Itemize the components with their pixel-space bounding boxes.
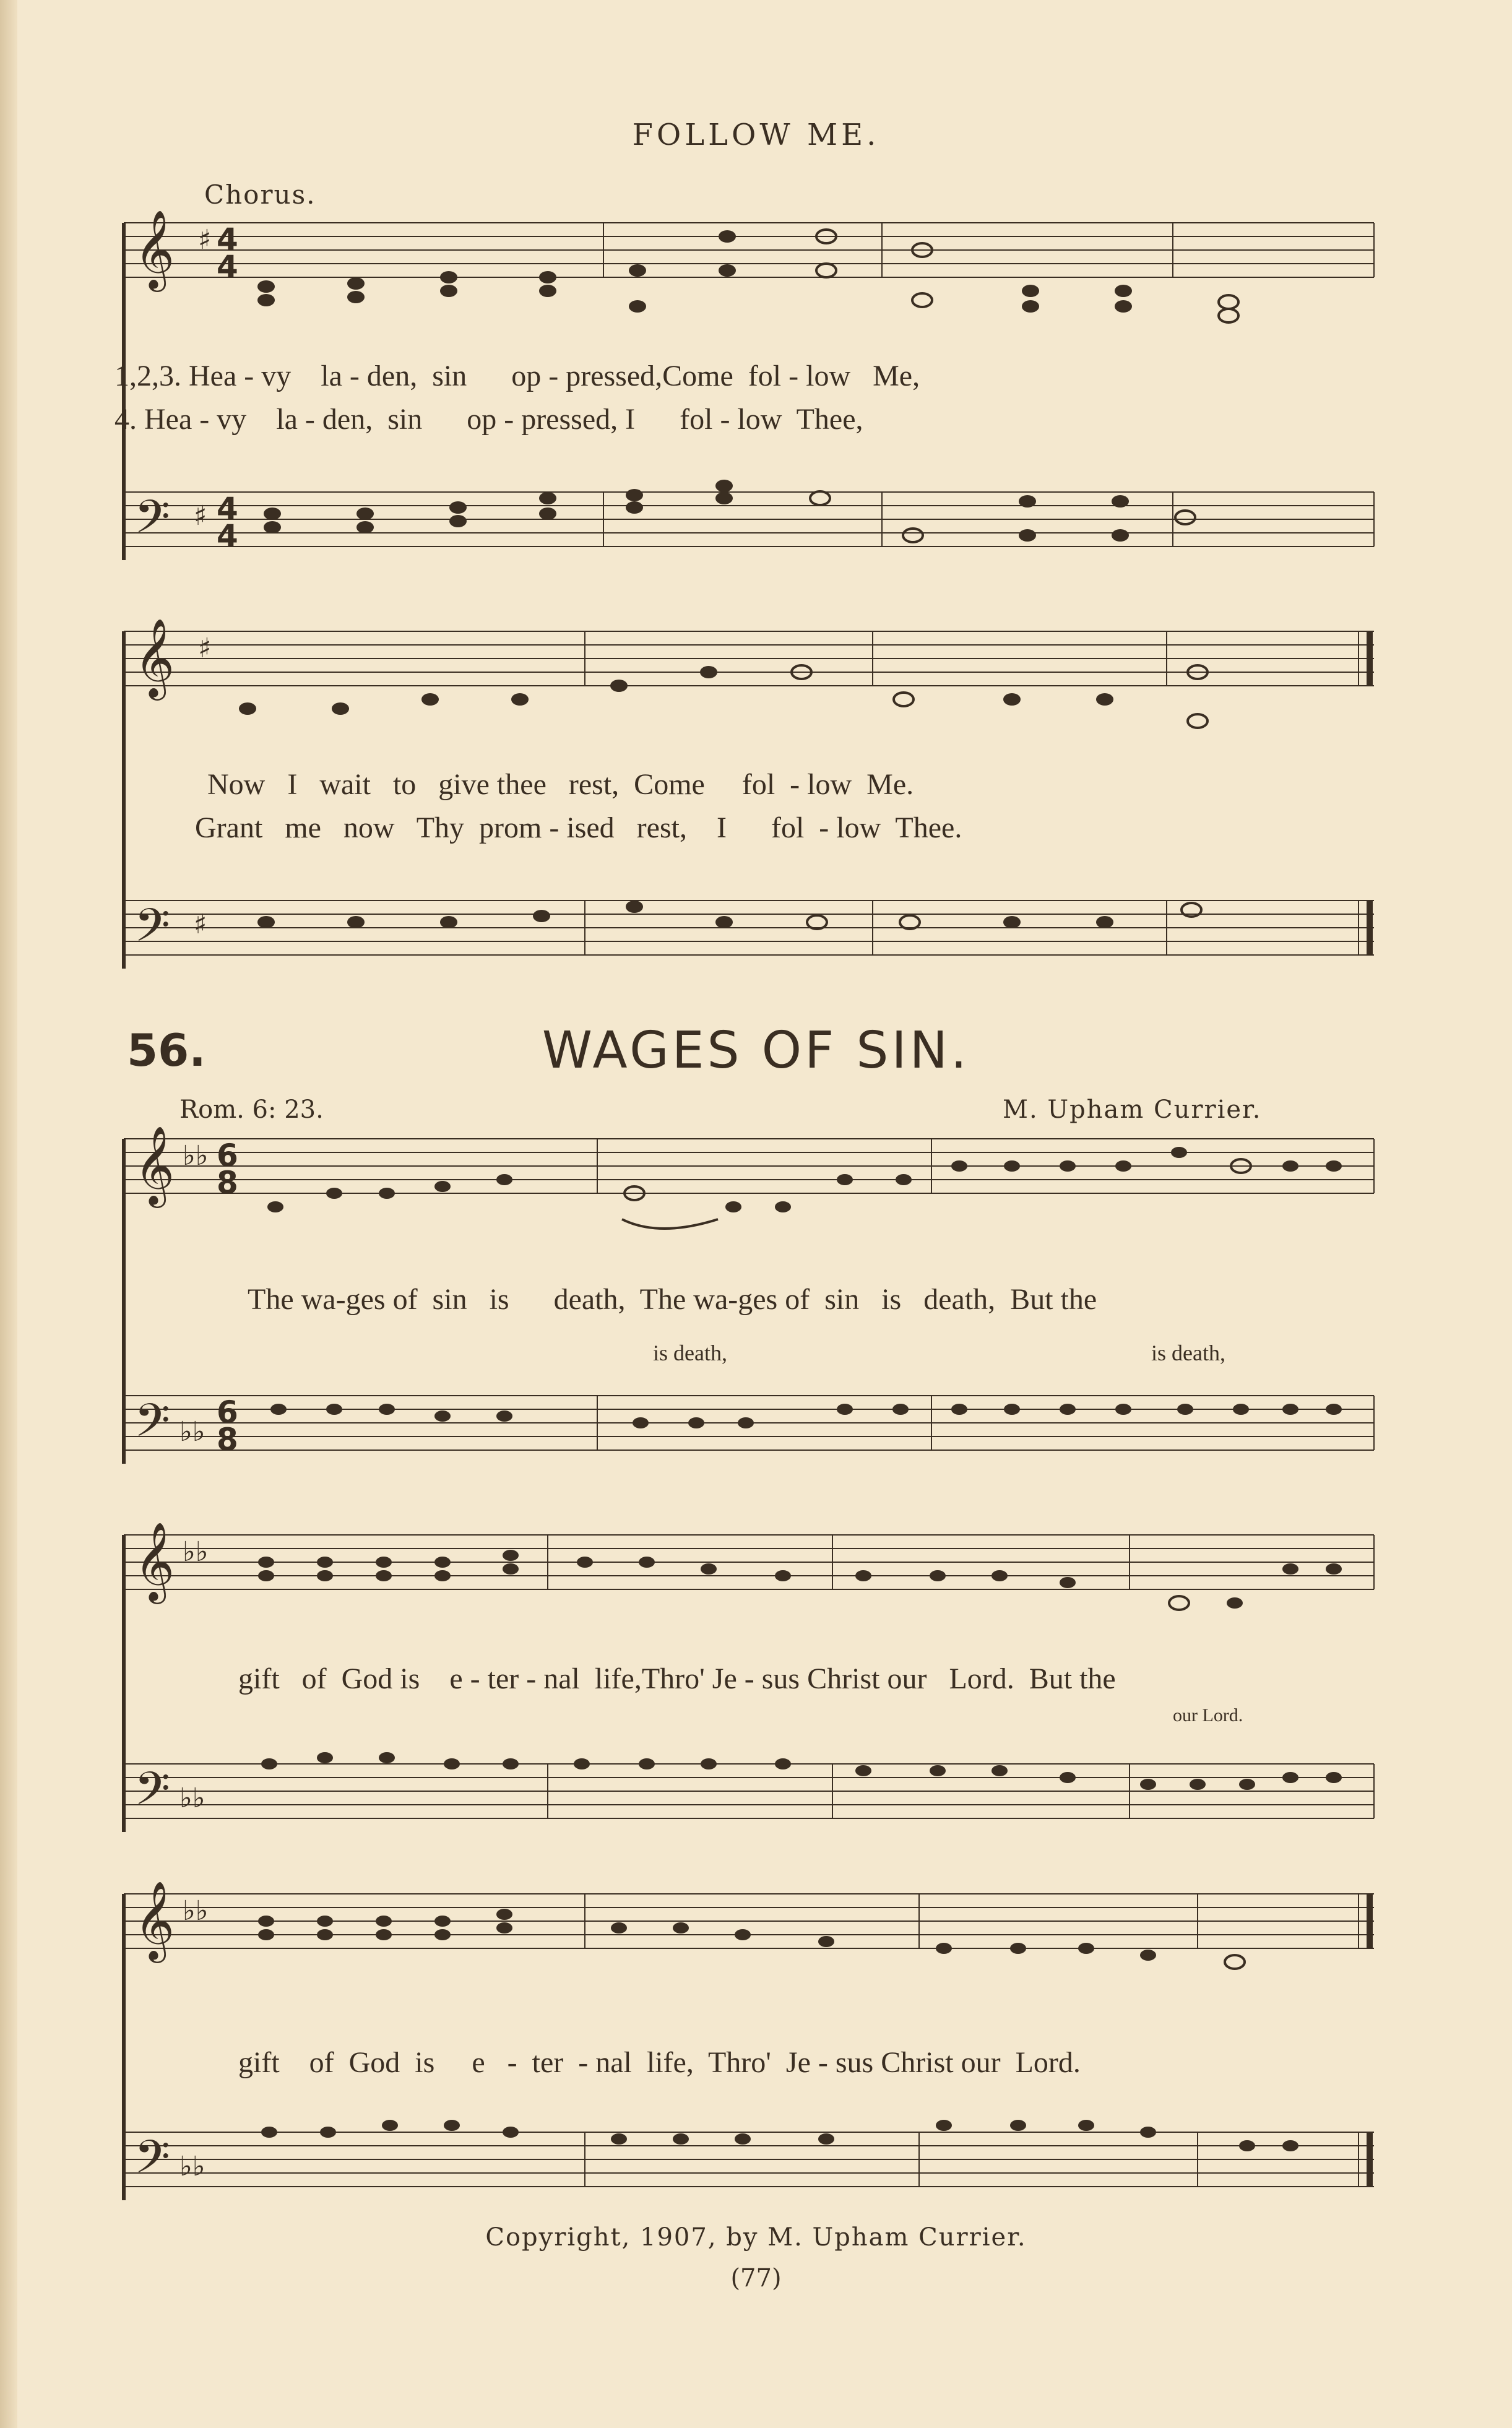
- lyric-line-verse-1: Now I wait to give thee rest, Come fol - low Me.: [207, 768, 914, 801]
- composer-credit: M. Upham Currier.: [1003, 1095, 1262, 1124]
- svg-text:𝄢: 𝄢: [134, 1394, 170, 1459]
- lyric-line-verse-2: 4. Hea - vy la - den, sin op - pressed, I fol - low Thee,: [114, 403, 863, 436]
- copyright-notice: Copyright, 1907, by M. Upham Currier.: [485, 2223, 1027, 2252]
- svg-text:♭♭: ♭♭: [183, 1140, 209, 1172]
- echo-lyric: is death,: [1151, 1341, 1225, 1365]
- svg-text:𝄞: 𝄞: [134, 1880, 175, 1959]
- wages-system-3: [114, 1869, 1377, 2216]
- svg-text:6: 6: [217, 1138, 238, 1173]
- svg-text:♯: ♯: [198, 224, 212, 256]
- echo-lyric: our Lord.: [1173, 1705, 1243, 1726]
- lyric-line: gift of God is e - ter - nal life,Thro' Je - sus Christ our Lord. But the: [238, 1662, 1116, 1695]
- lyric-line-verse-1: 1,2,3. Hea - vy la - den, sin op - pressed,Come fol - low Me,: [114, 360, 920, 392]
- svg-text:8: 8: [217, 1165, 238, 1201]
- lyric-line-verse-2: Grant me now Thy prom - ised rest, I fol - low Thee.: [195, 811, 962, 844]
- hymn-title: WAGES OF SIN.: [542, 1021, 970, 1080]
- svg-text:4: 4: [217, 249, 238, 285]
- hymn-number: 56.: [127, 1024, 206, 1076]
- page-binding-edge: [0, 0, 17, 2428]
- svg-text:♯: ♯: [194, 500, 207, 532]
- svg-text:𝄢: 𝄢: [134, 490, 170, 555]
- follow-me-system-1: [114, 204, 1377, 588]
- svg-text:♭♭: ♭♭: [179, 1782, 205, 1814]
- wages-system-1: [114, 1120, 1377, 1504]
- svg-text:♯: ♯: [194, 909, 207, 940]
- music-staff-grand: [114, 1869, 1377, 2216]
- svg-text:4: 4: [217, 518, 238, 554]
- running-head: FOLLOW ME.: [632, 118, 880, 152]
- lyric-line: gift of God is e - ter - nal life, Thro' Je - sus Christ our Lord.: [238, 2046, 1081, 2079]
- svg-text:𝄢: 𝄢: [134, 2130, 170, 2195]
- svg-text:𝄢: 𝄢: [134, 1762, 170, 1827]
- lyric-line: The wa-ges of sin is death, The wa-ges of sin is death, But the: [248, 1283, 1097, 1316]
- page-number: (77): [730, 2264, 782, 2292]
- svg-text:𝄞: 𝄞: [134, 1125, 175, 1204]
- svg-text:♭♭: ♭♭: [183, 1536, 209, 1568]
- music-staff-grand: [114, 204, 1377, 588]
- wages-system-2: [114, 1504, 1377, 1857]
- svg-text:♭♭: ♭♭: [183, 1895, 209, 1927]
- follow-me-system-2: [114, 613, 1377, 996]
- svg-text:8: 8: [217, 1422, 238, 1458]
- svg-text:6: 6: [217, 1394, 238, 1430]
- svg-text:♯: ♯: [198, 633, 212, 664]
- svg-text:𝄞: 𝄞: [134, 209, 175, 288]
- svg-text:4: 4: [217, 491, 238, 527]
- svg-text:𝄞: 𝄞: [134, 618, 175, 697]
- svg-text:𝄞: 𝄞: [134, 1521, 175, 1601]
- music-staff-grand: [114, 613, 1377, 996]
- svg-text:𝄢: 𝄢: [134, 899, 170, 964]
- svg-text:♭♭: ♭♭: [179, 1416, 205, 1448]
- scripture-reference: Rom. 6: 23.: [179, 1095, 324, 1124]
- svg-text:♭♭: ♭♭: [179, 2151, 205, 2182]
- svg-text:4: 4: [217, 222, 238, 257]
- echo-lyric: is death,: [653, 1341, 727, 1365]
- chorus-label: Chorus.: [204, 179, 316, 210]
